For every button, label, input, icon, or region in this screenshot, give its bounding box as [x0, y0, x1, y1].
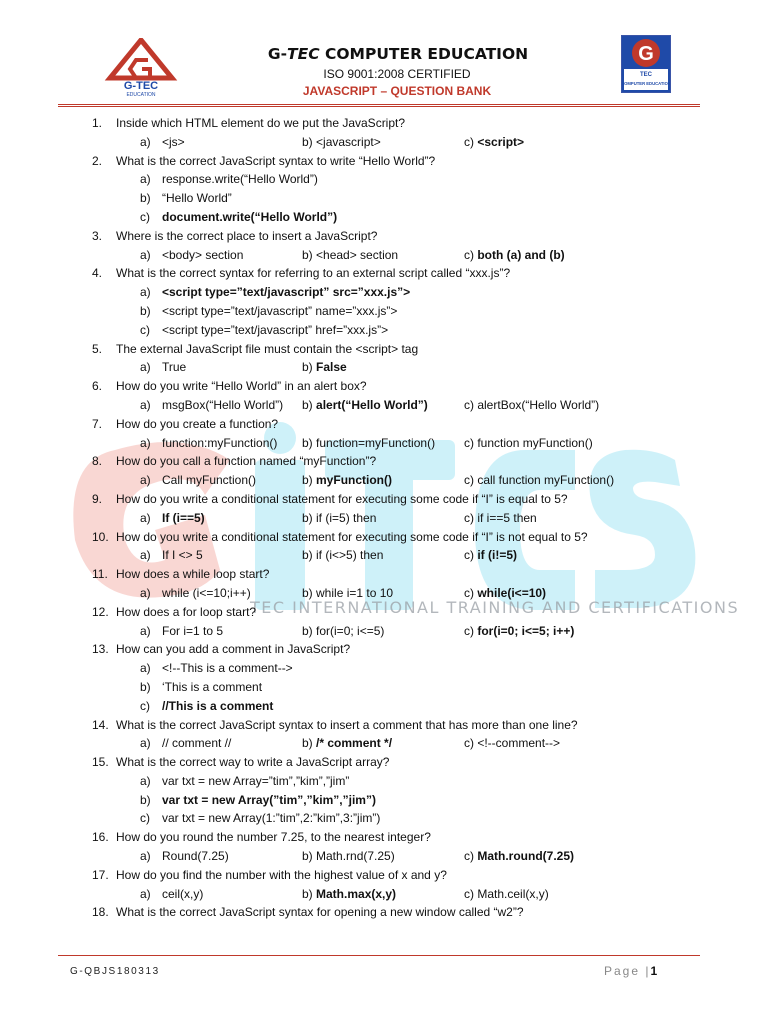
gtec-logo-right	[621, 35, 671, 93]
option-row	[0, 189, 768, 208]
option-text: if (i=5) then	[316, 510, 377, 525]
question-row	[0, 866, 768, 885]
document-subtitle: JAVASCRIPT – QUESTION BANK	[302, 84, 492, 98]
option-text: If I <> 5	[162, 548, 203, 563]
logo-right-letter: G	[638, 43, 654, 65]
option-letter: c)	[464, 623, 474, 638]
question-text: How do you write a conditional statement for executing some code if “I” is equal to 5?	[116, 491, 568, 506]
options-row	[0, 434, 768, 453]
option-letter: b)	[302, 360, 313, 375]
options-row	[0, 471, 768, 490]
question-list	[0, 114, 768, 922]
option-row	[0, 321, 768, 340]
option-letter: a)	[140, 736, 151, 751]
option-text: msgBox(“Hello World”)	[162, 397, 284, 412]
option-letter: a)	[140, 773, 151, 788]
option-item	[302, 246, 398, 265]
option-letter: b)	[302, 435, 313, 450]
question-number: 9.	[92, 491, 103, 506]
options-row	[0, 584, 768, 603]
option-text: /* comment */	[316, 736, 393, 751]
question-row	[0, 565, 768, 584]
option-item	[464, 734, 560, 753]
option-text: <script type=”text/javascript” src=”xxx.js”>	[162, 285, 411, 300]
option-letter: b)	[302, 623, 313, 638]
question-number: 4.	[92, 266, 103, 281]
question-number: 8.	[92, 454, 103, 469]
option-text: function:myFunction()	[162, 435, 278, 450]
options-row	[0, 885, 768, 904]
option-row	[0, 678, 768, 697]
question-row	[0, 828, 768, 847]
option-letter: a)	[140, 886, 151, 901]
question-row	[0, 114, 768, 133]
question-text: How do you create a function?	[116, 416, 279, 431]
option-text: <!--comment-->	[477, 736, 561, 751]
options-row	[0, 396, 768, 415]
option-text: Math.max(x,y)	[316, 886, 397, 901]
question-number: 1.	[92, 116, 103, 130]
option-text: while(i<=10)	[477, 585, 547, 600]
options-row	[0, 734, 768, 753]
certification-line: ISO 9001:2008 CERTIFIED	[323, 67, 471, 81]
option-text: ceil(x,y)	[162, 886, 204, 901]
option-row	[0, 791, 768, 810]
question-row	[0, 603, 768, 622]
option-item	[302, 622, 384, 641]
option-letter: b)	[140, 191, 151, 206]
option-item	[302, 847, 395, 866]
options-row	[0, 546, 768, 565]
option-letter: c)	[464, 473, 474, 488]
option-letter: a)	[140, 473, 151, 488]
question-text: Inside which HTML element do we put the JavaScript?	[116, 116, 406, 130]
option-letter: b)	[302, 247, 313, 262]
option-letter: a)	[140, 510, 151, 525]
option-letter: a)	[140, 285, 151, 300]
question-row	[0, 264, 768, 283]
option-letter: a)	[140, 247, 151, 262]
page-label: Page	[604, 964, 641, 978]
question-text: Where is the correct place to insert a JavaScript?	[116, 228, 378, 243]
option-text: var txt = new Array(”tim”,”kim”,”jim”)	[162, 792, 376, 807]
question-row	[0, 152, 768, 171]
question-text: What is the correct JavaScript syntax to insert a comment that has more than one line?	[116, 717, 578, 732]
option-text: <script type=”text/javascript” href=”xxx.js”>	[162, 322, 389, 337]
option-letter: a)	[140, 172, 151, 187]
option-letter: c)	[464, 397, 474, 412]
option-text: ‘This is a comment	[162, 679, 263, 694]
question-text: What is the correct syntax for referring to an external script called “xxx.js”?	[116, 266, 511, 281]
option-text: function=myFunction()	[316, 435, 436, 450]
option-text: function myFunction()	[477, 435, 593, 450]
option-letter: a)	[140, 548, 151, 563]
option-item	[464, 246, 565, 265]
option-letter: b)	[140, 679, 151, 694]
option-text: True	[162, 360, 187, 375]
option-text: both (a) and (b)	[477, 247, 565, 262]
option-item	[464, 434, 593, 453]
option-row	[0, 302, 768, 321]
header-rule	[58, 104, 700, 107]
option-item	[464, 509, 537, 528]
option-text: for(i=0; i<=5)	[316, 623, 385, 638]
option-letter: c)	[464, 435, 474, 450]
option-letter: b)	[302, 849, 313, 864]
question-number: 5.	[92, 341, 103, 356]
option-text: alertBox(“Hello World”)	[477, 397, 600, 412]
option-letter: a)	[140, 397, 151, 412]
option-item	[302, 133, 381, 152]
option-letter: c)	[464, 247, 474, 262]
options-row	[0, 847, 768, 866]
option-row	[0, 809, 768, 828]
option-letter: b)	[302, 585, 313, 600]
option-letter: a)	[140, 849, 151, 864]
question-text: The external JavaScript file must contain the <script> tag	[116, 341, 419, 356]
option-row	[0, 697, 768, 716]
option-text: Math.round(7.25)	[477, 849, 575, 864]
options-row	[0, 246, 768, 265]
title-rest: COMPUTER EDUCATION	[319, 45, 529, 63]
option-text: For i=1 to 5	[162, 623, 224, 638]
option-text: <head> section	[316, 247, 399, 262]
options-row	[0, 358, 768, 377]
option-letter: c)	[140, 209, 150, 224]
option-text: // comment //	[162, 736, 232, 751]
option-item	[464, 396, 599, 415]
option-row	[0, 283, 768, 302]
option-text: <!--This is a comment-->	[162, 661, 293, 676]
option-text: while i=1 to 10	[316, 585, 394, 600]
option-item	[302, 396, 428, 415]
option-text: <script type=”text/javascript” name=”xxx.js”>	[162, 303, 398, 318]
option-text: <body> section	[162, 247, 244, 262]
option-item	[302, 471, 392, 490]
option-text: myFunction()	[316, 473, 393, 488]
option-text: alert(“Hello World”)	[316, 397, 428, 412]
option-item	[302, 546, 383, 565]
question-text: How do you write “Hello World” in an alert box?	[116, 379, 367, 394]
option-row	[0, 208, 768, 227]
watermark-text: TEC INTERNATIONAL TRAINING AND CERTIFICATIONS	[250, 598, 740, 617]
option-text: document.write(“Hello World”)	[162, 209, 338, 224]
option-item	[464, 847, 574, 866]
option-letter: c)	[464, 134, 474, 149]
option-letter: a)	[140, 134, 151, 149]
question-text: How does a for loop start?	[116, 604, 257, 619]
title-prefix: G-	[267, 45, 288, 63]
option-row	[0, 659, 768, 678]
question-number: 3.	[92, 228, 103, 243]
document-code: G-QBJS180313	[70, 966, 160, 977]
option-letter: b)	[302, 510, 313, 525]
question-text: How can you add a comment in JavaScript?	[116, 642, 351, 657]
option-item	[464, 584, 546, 603]
option-row	[0, 170, 768, 189]
option-item	[302, 509, 376, 528]
logo-left-name: G-TEC	[123, 80, 159, 92]
question-number: 12.	[92, 604, 109, 619]
question-text: What is the correct JavaScript syntax for opening a new window called “w2”?	[116, 905, 524, 920]
option-letter: b)	[302, 397, 313, 412]
question-number: 13.	[92, 642, 109, 657]
question-row	[0, 340, 768, 359]
option-item	[464, 885, 549, 904]
footer-rule	[58, 955, 700, 956]
option-letter: b)	[140, 303, 151, 318]
option-text: Math.ceil(x,y)	[477, 886, 549, 901]
question-text: How does a while loop start?	[116, 567, 270, 582]
question-number: 6.	[92, 379, 103, 394]
option-text: var txt = new Array=”tim”,”kim”,”jim”	[162, 773, 350, 788]
option-letter: c)	[140, 698, 150, 713]
option-letter: b)	[302, 473, 313, 488]
question-number: 11.	[92, 567, 108, 582]
options-row	[0, 622, 768, 641]
question-text: How do you call a function named “myFunction”?	[116, 454, 377, 469]
question-text: How do you round the number 7.25, to the nearest integer?	[116, 830, 431, 845]
option-item	[464, 471, 614, 490]
question-text: What is the correct way to write a JavaScript array?	[116, 755, 390, 770]
option-text: response.write(“Hello World”)	[162, 172, 318, 187]
page-indicator	[604, 964, 657, 978]
option-letter: b)	[302, 886, 313, 901]
option-item	[302, 734, 392, 753]
option-row	[0, 772, 768, 791]
option-letter: c)	[140, 322, 150, 337]
page-number: 1	[650, 964, 658, 978]
option-text: Call myFunction()	[162, 473, 257, 488]
title-italic: TEC	[287, 45, 320, 63]
option-letter: b)	[140, 792, 151, 807]
option-item	[464, 546, 517, 565]
option-letter: b)	[302, 548, 313, 563]
option-letter: a)	[140, 623, 151, 638]
question-row	[0, 528, 768, 547]
gtec-badge-icon	[622, 36, 670, 92]
options-row	[0, 509, 768, 528]
question-row	[0, 753, 768, 772]
option-letter: b)	[302, 736, 313, 751]
option-item	[302, 584, 393, 603]
question-number: 14.	[92, 717, 109, 732]
question-row	[0, 903, 768, 922]
question-row	[0, 490, 768, 509]
option-text: for(i=0; i<=5; i++)	[477, 623, 575, 638]
option-text: False	[316, 360, 347, 375]
options-row	[0, 133, 768, 152]
option-item	[302, 434, 435, 453]
option-letter: a)	[140, 435, 151, 450]
question-row	[0, 377, 768, 396]
option-text: <js>	[162, 134, 185, 149]
question-number: 16.	[92, 830, 109, 845]
question-text: How do you find the number with the highest value of x and y?	[116, 867, 447, 882]
option-text: Round(7.25)	[162, 849, 229, 864]
option-text: “Hello World”	[162, 191, 232, 206]
logo-right-tag: TEC	[640, 72, 652, 78]
option-text: while (i<=10;i++)	[162, 585, 251, 600]
option-letter: c)	[464, 510, 474, 525]
option-letter: c)	[464, 585, 474, 600]
logo-left-tag: EDUCATION	[126, 92, 156, 98]
option-text: if (i<>5) then	[316, 548, 384, 563]
option-text: var txt = new Array(1:”tim”,2:”kim”,3:”jim”)	[162, 811, 381, 826]
question-row	[0, 452, 768, 471]
option-item	[302, 885, 396, 904]
page-separator: |	[645, 964, 651, 978]
option-letter: a)	[140, 585, 151, 600]
question-row	[0, 415, 768, 434]
question-row	[0, 227, 768, 246]
question-row	[0, 640, 768, 659]
option-letter: c)	[140, 811, 150, 826]
option-letter: a)	[140, 661, 151, 676]
option-text: call function myFunction()	[477, 473, 615, 488]
option-item	[464, 622, 574, 641]
option-item	[302, 358, 347, 377]
question-text: How do you write a conditional statement for executing some code if “I” is not equal to 5?	[116, 529, 588, 544]
option-text: Math.rnd(7.25)	[316, 849, 395, 864]
question-number: 7.	[92, 416, 103, 431]
option-letter: b)	[302, 134, 313, 149]
option-letter: c)	[464, 849, 474, 864]
question-text: What is the correct JavaScript syntax to write “Hello World”?	[116, 153, 436, 168]
question-number: 2.	[92, 153, 103, 168]
question-number: 17.	[92, 867, 109, 882]
option-text: if i==5 then	[477, 510, 537, 525]
option-text: <script>	[477, 134, 525, 149]
option-text: if (i!=5)	[477, 548, 518, 563]
option-text: <javascript>	[316, 134, 381, 149]
option-letter: c)	[464, 736, 474, 751]
option-text: //This is a comment	[162, 698, 274, 713]
option-letter: a)	[140, 360, 151, 375]
question-row	[0, 716, 768, 735]
option-letter: c)	[464, 886, 474, 901]
option-text: If (i==5)	[162, 510, 205, 525]
logo-right-sub: COMPUTER EDUCATION	[622, 81, 670, 86]
question-number: 18.	[92, 905, 109, 920]
question-number: 10.	[92, 529, 109, 544]
question-number: 15.	[92, 755, 109, 770]
option-letter: c)	[464, 548, 474, 563]
option-item	[464, 133, 524, 152]
